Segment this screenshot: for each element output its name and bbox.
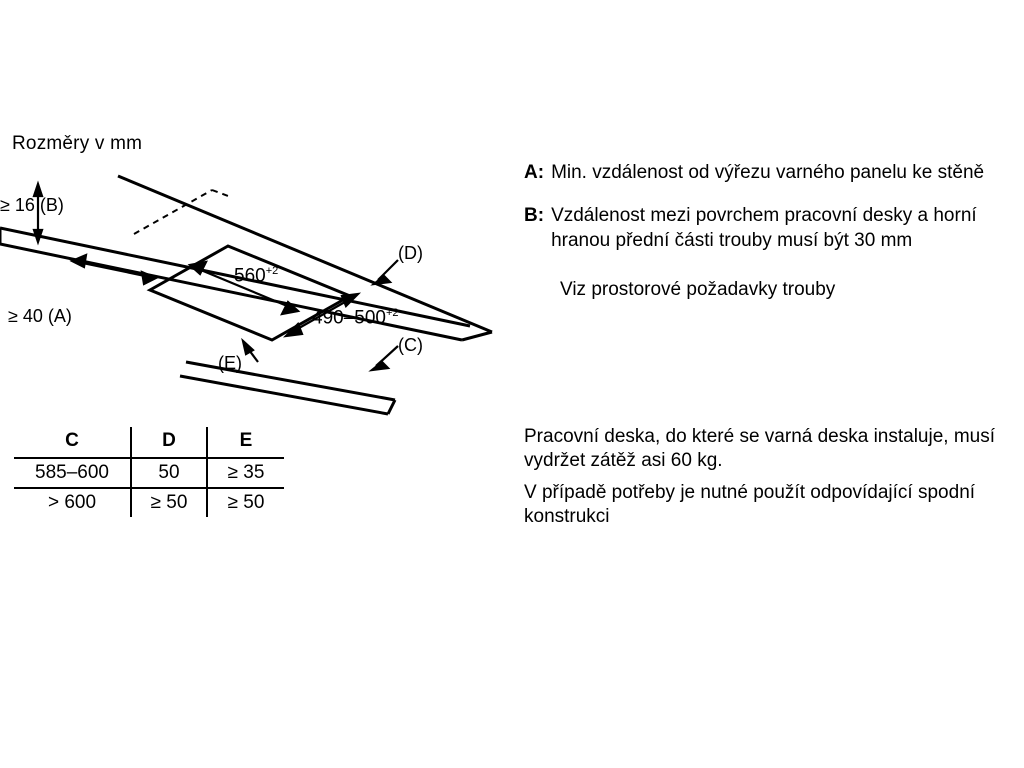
page-title: Rozměry v mm xyxy=(12,133,143,154)
table-cell: 50 xyxy=(131,458,207,488)
table-header-d: D xyxy=(131,427,207,458)
legend-key-a: A: xyxy=(524,162,545,183)
depth-arrow-upper xyxy=(342,294,358,306)
table-row xyxy=(14,458,284,488)
cutout-hidden-lines xyxy=(134,190,228,234)
label-b-distance: ≥ 16 (B) xyxy=(0,195,64,215)
front-lower-right-end xyxy=(388,400,395,414)
load-note-paragraph-2: V případě potřeby je nutné použít odpovídající spodní konstrukci xyxy=(524,482,976,527)
label-a-distance: ≥ 40 (A) xyxy=(8,306,72,326)
worktop-right-end xyxy=(462,332,492,340)
table-cell: > 600 xyxy=(14,488,131,517)
callout-c: (C) xyxy=(398,335,423,355)
leader-d-arrow xyxy=(374,276,390,284)
leader-e-arrow xyxy=(243,341,253,354)
table-header-e: E xyxy=(207,427,284,458)
table-header-c: C xyxy=(65,430,79,451)
legend-key-b: B: xyxy=(524,205,545,226)
b-arrow-down xyxy=(34,230,42,242)
table-row xyxy=(14,488,284,517)
legend-text-a: Min. vzdálenost od výřezu varného panelu ke stěně xyxy=(551,162,985,183)
a-arrow-left xyxy=(72,255,86,267)
table-cell: ≥ 50 xyxy=(207,488,284,517)
callout-e: (E) xyxy=(218,353,242,373)
table-header-row xyxy=(14,427,284,458)
dimension-table xyxy=(14,427,284,517)
callout-d: (D) xyxy=(398,243,423,263)
legend-item-a xyxy=(524,160,994,185)
legend-item-b xyxy=(524,203,994,253)
table-cell: 585–600 xyxy=(35,462,109,483)
label-cutout-width: $560^{+2}$ xyxy=(234,265,279,287)
table-cell: ≥ 35 xyxy=(207,458,284,488)
legend-text-b: Vzdálenost mezi povrchem pracovní desky a horní hranou přední části trouby musí být 30 mm xyxy=(551,205,977,251)
legend-list xyxy=(524,160,994,302)
label-cutout-depth: $490-500^{+2}$ xyxy=(312,307,399,329)
a-dim-line xyxy=(78,262,150,277)
installation-diagram xyxy=(0,150,500,420)
leader-c-arrow xyxy=(372,362,388,370)
legend-note: Viz prostorové požadavky trouby xyxy=(560,279,836,300)
load-note-paragraph-1: Pracovní deska, do které se varná deska instaluje, musí vydržet zátěž asi 60 kg. xyxy=(524,426,996,471)
load-requirement-note xyxy=(524,425,1004,529)
table-cell: ≥ 50 xyxy=(131,488,207,517)
front-lower-edge-2 xyxy=(180,376,388,414)
dimension-arrows xyxy=(34,184,358,336)
